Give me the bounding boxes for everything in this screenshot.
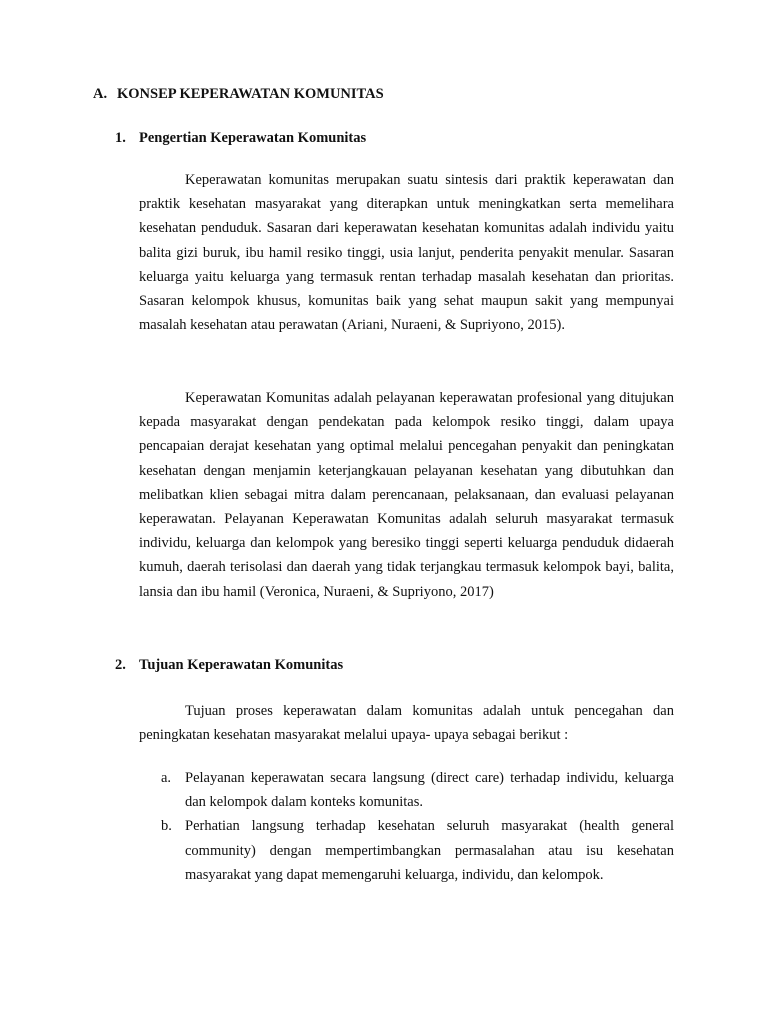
subsection-title-1: Pengertian Keperawatan Komunitas — [139, 130, 367, 146]
paragraph-2: Keperawatan Komunitas adalah pelayanan keperawatan profesional yang ditujukan kepada masyarakat dengan pendekatan pada kelompok resiko tinggi, dalam upaya pencapaian derajat kesehatan yang optimal melalui pencegahan penyakit dan peningkatan kesehatan dengan menjamin keterjangkauan pelayanan kesehatan yang dibutuhkan dan melibatkan klien sebagai mitra dalam perencanaan, pelaksanaan, dan evaluasi pelayanan keperawatan. Pelayanan Keperawatan Komunitas adalah seluruh masyarakat termasuk individu, keluarga dan kelompok yang beresiko tinggi seperti keluarga penduduk didaerah kumuh, daerah terisolasi dan daerah yang tidak terjangkau termasuk kelompok bayi, balita, lansia dan ibu hamil (Veronica, Nuraeni, & Supriyono, 2017) — [139, 390, 674, 600]
list-marker: b. — [161, 818, 172, 835]
section-heading — [93, 86, 384, 103]
subsection-number-2: 2. — [115, 657, 126, 673]
section-letter: A. — [93, 86, 108, 102]
paragraph-3: Tujuan proses keperawatan dalam komunitas adalah untuk pencegahan dan peningkatan kesehatan masyarakat melalui upaya- upaya sebagai berikut : — [139, 703, 674, 744]
list-item — [139, 766, 674, 814]
goal-list — [139, 766, 674, 887]
list-item-text: Perhatian langsung terhadap kesehatan seluruh masyarakat (health general community) dengan mempertimbangkan permasalahan atau isu kesehatan masyarakat yang dapat memengaruhi keluarga, individu, dan kelompok. — [185, 818, 674, 883]
list-item-text: Pelayanan keperawatan secara langsung (direct care) terhadap individu, keluarga dan kelompok dalam konteks komunitas. — [185, 770, 674, 811]
list-marker: a. — [161, 770, 172, 786]
paragraph-1: Keperawatan komunitas merupakan suatu sintesis dari praktik keperawatan dan praktik kesehatan masyarakat yang diterapkan untuk meningkatkan serta memelihara kesehatan penduduk. Sasaran dari keperawatan kesehatan komunitas adalah individu yaitu balita gizi buruk, ibu hamil resiko tinggi, usia lanjut, penderita penyakit menular. Sasaran keluarga yaitu keluarga yang termasuk rentan terhadap masalah kesehatan dan prioritas. Sasaran kelompok khusus, komunitas baik yang sehat maupun sakit yang mempunyai masalah kesehatan atau perawatan (Ariani, Nuraeni, & Supriyono, 2015). — [139, 172, 674, 334]
subsection-title-2: Tujuan Keperawatan Komunitas — [139, 657, 344, 673]
subsection-heading-2 — [115, 657, 343, 674]
subsection-number-1: 1. — [115, 130, 126, 146]
list-item — [139, 814, 674, 887]
subsection-heading-1 — [115, 130, 366, 147]
section-title: KONSEP KEPERAWATAN KOMUNITAS — [117, 86, 384, 102]
